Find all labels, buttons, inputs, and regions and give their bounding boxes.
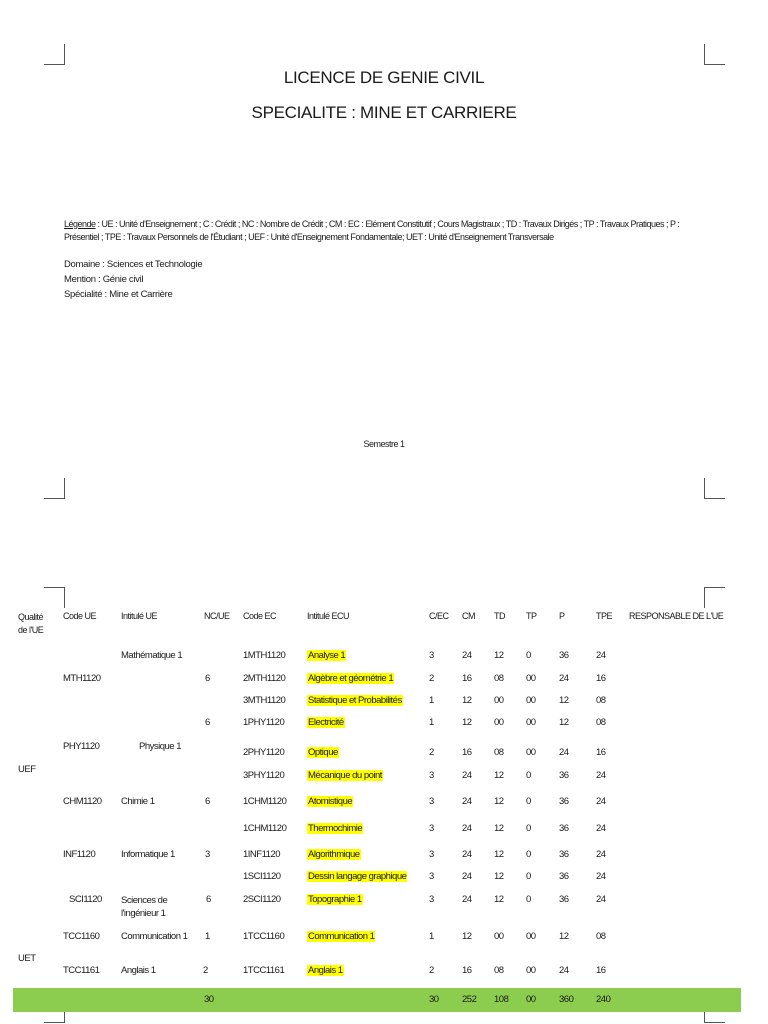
ec-title <box>307 717 345 728</box>
total-td: 108 <box>494 994 509 1005</box>
ec-code: 2PHY1120 <box>243 747 285 758</box>
ec-p: 36 <box>559 796 569 807</box>
ec-credits: 2 <box>429 747 434 758</box>
ec-td: 12 <box>494 871 504 882</box>
ec-code: 3MTH1120 <box>243 695 286 706</box>
ec-tp: 00 <box>526 695 536 706</box>
header-intitule-ecu: Intitulé ECU <box>307 611 350 621</box>
header-responsable: RESPONSABLE DE L'UE <box>629 611 724 621</box>
header-qualite: Qualité de l'UE <box>18 612 44 635</box>
ec-tpe: 24 <box>596 849 606 860</box>
ec-p: 24 <box>559 747 569 758</box>
header-code-ec: Code EC <box>243 611 277 621</box>
ec-td: 08 <box>494 965 504 976</box>
ec-credits: 1 <box>429 717 434 728</box>
ec-credits: 3 <box>429 650 434 661</box>
ue-title: Physique 1 <box>139 741 182 752</box>
ec-code: 2MTH1120 <box>243 673 286 684</box>
ec-title <box>307 650 346 661</box>
ec-tpe: 16 <box>596 965 606 976</box>
ec-tp: 0 <box>526 770 531 781</box>
ec-code: 1INF1120 <box>243 849 281 860</box>
header-code-ue: Code UE <box>63 611 97 621</box>
ue-code: TCC1160 <box>63 931 100 942</box>
ec-tpe: 24 <box>596 650 606 661</box>
ec-cm: 24 <box>462 796 472 807</box>
domaine-line: Domaine : Sciences et Technologie <box>64 259 203 270</box>
ec-title <box>307 747 339 758</box>
ec-p: 36 <box>559 770 569 781</box>
ec-title <box>307 695 403 706</box>
header-td: TD <box>494 611 505 621</box>
ec-tpe: 24 <box>596 894 606 905</box>
ue-title: Anglais 1 <box>121 965 156 976</box>
ec-code: 1MTH1120 <box>243 650 286 661</box>
ec-tp: 00 <box>526 717 536 728</box>
ue-credits: 6 <box>205 717 210 728</box>
ec-td: 08 <box>494 673 504 684</box>
ue-code: SCI1120 <box>69 894 102 905</box>
total-tpe: 240 <box>596 994 611 1005</box>
ec-cm: 24 <box>462 823 472 834</box>
ec-p: 36 <box>559 894 569 905</box>
ec-title <box>307 796 353 807</box>
totals-row <box>13 988 741 1012</box>
header-p: P <box>559 611 565 621</box>
ec-td: 00 <box>494 717 504 728</box>
ec-p: 12 <box>559 695 569 706</box>
ue-title: Informatique 1 <box>121 849 175 860</box>
ec-tp: 0 <box>526 894 531 905</box>
ec-tp: 00 <box>526 673 536 684</box>
ec-title <box>307 894 363 905</box>
document-subtitle: SPECIALITE : MINE ET CARRIERE <box>251 103 517 122</box>
ec-credits: 1 <box>429 695 434 706</box>
header-cm: CM <box>462 611 475 621</box>
document-title: LICENCE DE GENIE CIVIL <box>283 68 485 87</box>
header-tpe: TPE <box>596 611 613 621</box>
ec-title <box>307 965 344 976</box>
ue-credits: 3 <box>205 849 210 860</box>
highlighted-text: Optique <box>308 747 338 758</box>
ue-title: Mathématique 1 <box>121 650 183 661</box>
ec-credits: 2 <box>429 965 434 976</box>
ec-p: 24 <box>559 965 569 976</box>
ec-title <box>307 931 375 942</box>
ec-p: 24 <box>559 673 569 684</box>
ec-tp: 0 <box>526 796 531 807</box>
ec-p: 12 <box>559 717 569 728</box>
ec-cm: 16 <box>462 673 472 684</box>
ec-tp: 0 <box>526 823 531 834</box>
legend-text: : UE : Unité d'Enseignement ; C : Crédit ; NC : Nombre de Crédit ; CM : EC : Elément Constitutif ; Cours Magistraux ; TD : Travaux Dirigés ; TP : Travaux Pratiques ; P : Présentiel ; TPE : Travaux Personnels de l'Étudiant ; UEF : Unité d'Enseignement Fondamentale; UET : Unité d'Enseignement Transversale <box>64 219 680 242</box>
highlighted-text: Mécanique du point <box>308 770 382 781</box>
ec-tpe: 08 <box>596 695 606 706</box>
ec-code: 1SCI1120 <box>243 871 281 882</box>
semester-label: Semestre 1 <box>363 439 405 449</box>
total-p: 360 <box>559 994 574 1005</box>
ec-td: 12 <box>494 796 504 807</box>
ec-td: 12 <box>494 650 504 661</box>
ec-cm: 24 <box>462 871 472 882</box>
legend-label: Légende <box>64 219 96 229</box>
ec-p: 12 <box>559 931 569 942</box>
ec-td: 12 <box>494 849 504 860</box>
ue-credits: 6 <box>205 673 210 684</box>
ec-credits: 3 <box>429 770 434 781</box>
mention-line: Mention : Génie civil <box>64 274 144 285</box>
highlighted-text: Electricité <box>308 717 344 728</box>
ec-td: 12 <box>494 770 504 781</box>
highlighted-text: Communication 1 <box>308 931 375 942</box>
ec-cm: 12 <box>462 931 472 942</box>
highlighted-text: Statistique et Probabilités <box>308 695 402 706</box>
ec-title <box>307 849 361 860</box>
highlighted-text: Atomistique <box>308 796 353 807</box>
ec-tp: 0 <box>526 650 531 661</box>
highlighted-text: Thermochimie <box>308 823 363 834</box>
legend <box>64 218 684 244</box>
ec-cm: 24 <box>462 650 472 661</box>
header-nc-ue: NC/UE <box>204 611 230 621</box>
ue-code: INF1120 <box>63 849 96 860</box>
ec-cm: 16 <box>462 747 472 758</box>
ec-p: 36 <box>559 823 569 834</box>
ue-title: Communication 1 <box>121 931 188 942</box>
total-nc: 30 <box>204 994 214 1005</box>
header-intitule-ue: Intitulé UE <box>121 611 158 621</box>
ec-p: 36 <box>559 849 569 860</box>
ec-title <box>307 823 363 834</box>
ue-credits: 6 <box>206 894 211 905</box>
ec-tpe: 24 <box>596 770 606 781</box>
ue-code: PHY1120 <box>63 741 100 752</box>
highlighted-text: Topographie 1 <box>308 894 362 905</box>
header-c-ec: C/EC <box>429 611 449 621</box>
crop-mark <box>704 478 725 499</box>
ec-tpe: 16 <box>596 747 606 758</box>
header-tp: TP <box>526 611 537 621</box>
ec-tp: 00 <box>526 931 536 942</box>
ec-code: 1TCC1161 <box>243 965 285 976</box>
highlighted-text: Anglais 1 <box>308 965 343 976</box>
ec-cm: 24 <box>462 894 472 905</box>
highlighted-text: Algèbre et géométrie 1 <box>308 673 394 684</box>
highlighted-text: Analyse 1 <box>308 650 346 661</box>
ec-credits: 1 <box>429 931 434 942</box>
ec-code: 1CHM1120 <box>243 823 287 834</box>
ec-tpe: 24 <box>596 871 606 882</box>
ec-tp: 00 <box>526 965 536 976</box>
ec-tpe: 08 <box>596 717 606 728</box>
ec-title <box>307 871 407 882</box>
ec-code: 1PHY1120 <box>243 717 285 728</box>
ec-credits: 3 <box>429 871 434 882</box>
ue-code: MTH1120 <box>63 673 101 684</box>
ue-credits: 6 <box>205 796 210 807</box>
ec-credits: 3 <box>429 823 434 834</box>
ec-p: 36 <box>559 871 569 882</box>
highlighted-text: Dessin langage graphique <box>308 871 407 882</box>
ec-credits: 2 <box>429 673 434 684</box>
ue-title: Sciences de l'ingénieur 1 <box>121 895 168 919</box>
ec-cm: 24 <box>462 770 472 781</box>
ec-tpe: 08 <box>596 931 606 942</box>
ec-tpe: 24 <box>596 823 606 834</box>
crop-mark <box>44 587 65 608</box>
ec-tp: 00 <box>526 747 536 758</box>
ec-td: 00 <box>494 931 504 942</box>
ec-credits: 3 <box>429 849 434 860</box>
total-c: 30 <box>429 994 439 1005</box>
ec-title <box>307 673 394 684</box>
crop-mark <box>44 44 65 65</box>
ec-cm: 12 <box>462 717 472 728</box>
ec-code: 2SCI1120 <box>243 894 281 905</box>
ec-code: 1TCC1160 <box>243 931 285 942</box>
ec-cm: 24 <box>462 849 472 860</box>
ec-td: 12 <box>494 894 504 905</box>
ec-tp: 0 <box>526 849 531 860</box>
ec-td: 00 <box>494 695 504 706</box>
ec-td: 08 <box>494 747 504 758</box>
ec-tpe: 16 <box>596 673 606 684</box>
highlighted-text: Algorithmique <box>308 849 360 860</box>
ec-credits: 3 <box>429 796 434 807</box>
ec-tpe: 24 <box>596 796 606 807</box>
ec-tp: 0 <box>526 871 531 882</box>
ec-td: 12 <box>494 823 504 834</box>
ec-credits: 3 <box>429 894 434 905</box>
ue-quality: UEF <box>18 764 36 775</box>
ue-credits: 2 <box>203 965 208 976</box>
ue-code: CHM1120 <box>63 796 102 807</box>
ue-code: TCC1161 <box>63 965 100 976</box>
crop-mark <box>44 478 65 499</box>
ue-title: Chimie 1 <box>121 796 155 807</box>
ec-code: 3PHY1120 <box>243 770 285 781</box>
ec-p: 36 <box>559 650 569 661</box>
total-tp: 00 <box>526 994 536 1005</box>
ue-quality: UET <box>18 953 36 964</box>
crop-mark <box>704 44 725 65</box>
ec-cm: 16 <box>462 965 472 976</box>
ue-credits: 1 <box>205 931 210 942</box>
ec-title <box>307 770 383 781</box>
ec-cm: 12 <box>462 695 472 706</box>
specialite-line: Spécialité : Mine et Carrière <box>64 289 173 300</box>
crop-mark <box>704 587 725 608</box>
ec-code: 1CHM1120 <box>243 796 287 807</box>
total-cm: 252 <box>462 994 477 1005</box>
